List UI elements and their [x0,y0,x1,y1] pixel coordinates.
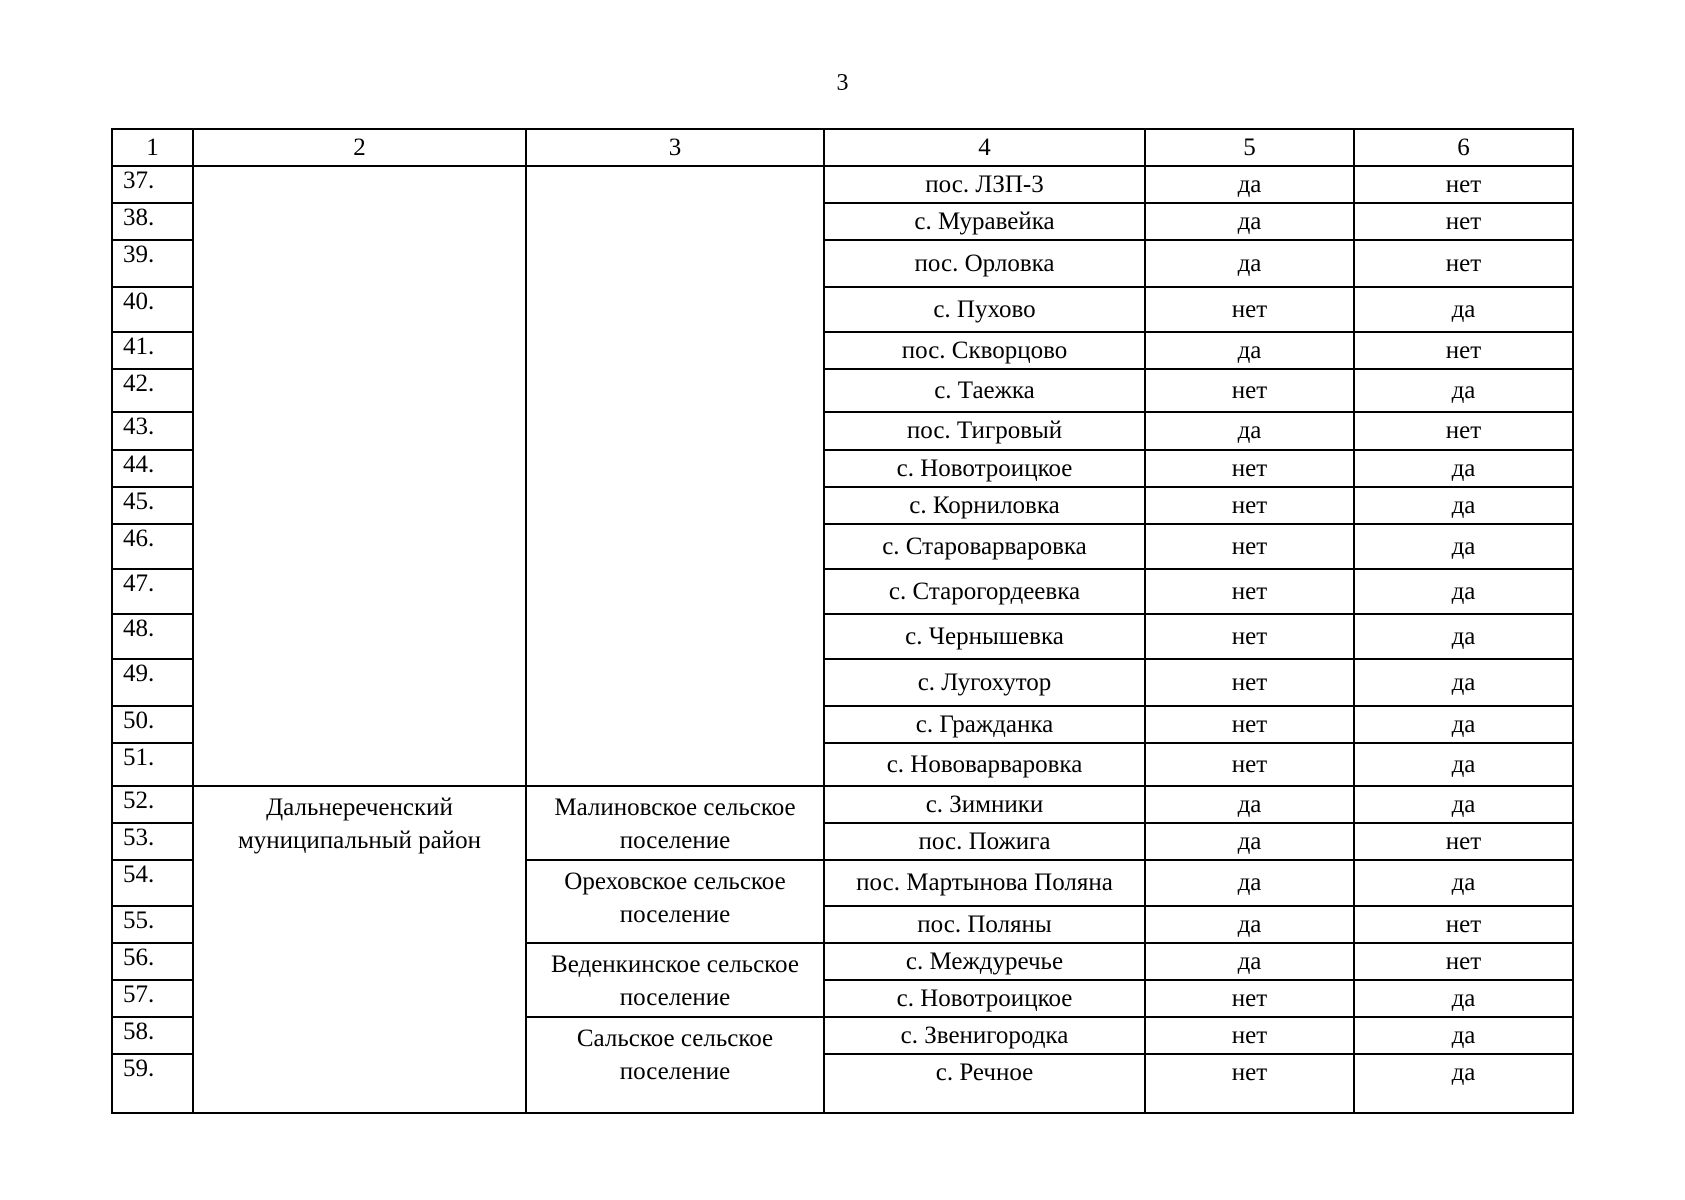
row-number: 40. [112,287,193,332]
row-number: 51. [112,743,193,786]
col6-value: да [1354,659,1573,706]
locality-cell: с. Чернышевка [824,614,1145,659]
col5-value: да [1145,332,1354,369]
locality-cell: пос. Тигровый [824,412,1145,450]
col5-value: да [1145,823,1354,860]
row-number: 39. [112,240,193,287]
col5-value: нет [1145,614,1354,659]
table-row [112,786,1573,823]
col6-value: да [1354,369,1573,412]
row-number: 57. [112,980,193,1017]
header-cell-2: 2 [193,129,526,166]
locality-cell: с. Лугохутор [824,659,1145,706]
col6-value: да [1354,1017,1573,1054]
col5-value: нет [1145,706,1354,743]
col6-value: да [1354,524,1573,569]
col5-value: да [1145,412,1354,450]
col6-value: да [1354,786,1573,823]
locality-cell: с. Звенигородка [824,1017,1145,1054]
col6-value: да [1354,1054,1573,1113]
locality-cell: пос. Мартынова Поляна [824,860,1145,906]
col5-value: да [1145,860,1354,906]
row-number: 44. [112,450,193,487]
row-number: 48. [112,614,193,659]
col5-value: нет [1145,980,1354,1017]
row-number: 56. [112,943,193,980]
settlements-table [111,128,1574,1114]
col6-value: нет [1354,166,1573,203]
locality-cell: с. Новотроицкое [824,450,1145,487]
header-row [112,129,1573,166]
col5-value: нет [1145,287,1354,332]
locality-cell: с. Корниловка [824,487,1145,524]
locality-cell: с. Новотроицкое [824,980,1145,1017]
col5-value: да [1145,240,1354,287]
header-cell-5: 5 [1145,129,1354,166]
settlement-cell-empty [526,166,824,786]
col5-value: нет [1145,369,1354,412]
col6-value: да [1354,706,1573,743]
col6-value: да [1354,743,1573,786]
col5-value: нет [1145,450,1354,487]
locality-cell: с. Муравейка [824,203,1145,240]
page-number: 3 [836,70,849,96]
row-number: 54. [112,860,193,906]
rural-settlement-cell: Ореховское сельское поселение [526,860,824,943]
col5-value: нет [1145,524,1354,569]
locality-cell: пос. Орловка [824,240,1145,287]
row-number: 46. [112,524,193,569]
col5-value: да [1145,203,1354,240]
locality-cell: с. Старогордеевка [824,569,1145,614]
col5-value: нет [1145,743,1354,786]
row-number: 55. [112,906,193,943]
district-cell: Дальнереченский муниципальный район [193,786,526,1113]
locality-cell: с. Таежка [824,369,1145,412]
row-number: 42. [112,369,193,412]
row-number: 59. [112,1054,193,1113]
col6-value: нет [1354,906,1573,943]
row-number: 49. [112,659,193,706]
rural-settlement-cell: Малиновское сельское поселение [526,786,824,860]
header-cell-6: 6 [1354,129,1573,166]
rural-settlement-cell: Сальское сельское поселение [526,1017,824,1113]
col6-value: нет [1354,823,1573,860]
col6-value: да [1354,450,1573,487]
row-number: 45. [112,487,193,524]
locality-cell: с. Речное [824,1054,1145,1113]
locality-cell: с. Пухово [824,287,1145,332]
col6-value: да [1354,980,1573,1017]
row-number: 38. [112,203,193,240]
row-number: 47. [112,569,193,614]
table-row [112,166,1573,203]
col5-value: да [1145,166,1354,203]
col6-value: да [1354,287,1573,332]
col5-value: нет [1145,1054,1354,1113]
col6-value: да [1354,487,1573,524]
locality-cell: пос. Пожига [824,823,1145,860]
locality-cell: пос. ЛЗП-3 [824,166,1145,203]
locality-cell: пос. Скворцово [824,332,1145,369]
locality-cell: пос. Поляны [824,906,1145,943]
col5-value: нет [1145,1017,1354,1054]
row-number: 58. [112,1017,193,1054]
col6-value: нет [1354,943,1573,980]
col5-value: нет [1145,487,1354,524]
row-number: 53. [112,823,193,860]
header-cell-4: 4 [824,129,1145,166]
row-number: 52. [112,786,193,823]
col5-value: да [1145,906,1354,943]
col6-value: да [1354,860,1573,906]
row-number: 41. [112,332,193,369]
district-cell-empty [193,166,526,786]
col6-value: нет [1354,412,1573,450]
row-number: 50. [112,706,193,743]
locality-cell: с. Междуречье [824,943,1145,980]
header-cell-1: 1 [112,129,193,166]
col6-value: да [1354,614,1573,659]
locality-cell: с. Нововарваровка [824,743,1145,786]
header-cell-3: 3 [526,129,824,166]
col5-value: нет [1145,569,1354,614]
locality-cell: с. Староварваровка [824,524,1145,569]
col6-value: нет [1354,332,1573,369]
col5-value: да [1145,943,1354,980]
col6-value: да [1354,569,1573,614]
locality-cell: с. Зимники [824,786,1145,823]
col5-value: нет [1145,659,1354,706]
col5-value: да [1145,786,1354,823]
row-number: 37. [112,166,193,203]
col6-value: нет [1354,240,1573,287]
col6-value: нет [1354,203,1573,240]
locality-cell: с. Гражданка [824,706,1145,743]
rural-settlement-cell: Веденкинское сельское поселение [526,943,824,1017]
row-number: 43. [112,412,193,450]
